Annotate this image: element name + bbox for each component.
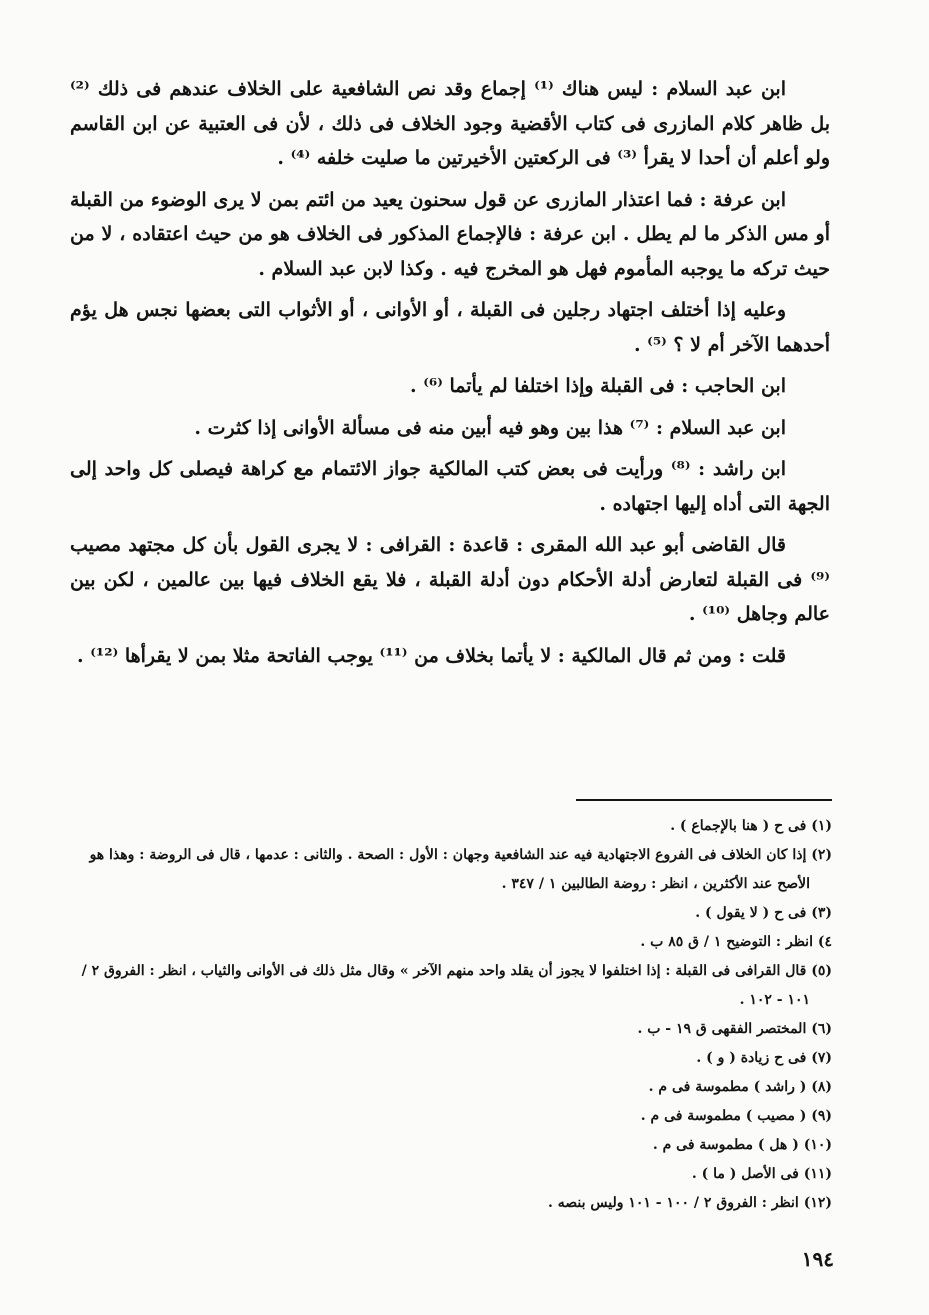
footnote: (٦) المختصر الفقهى ق ١٩ - ب . <box>637 1021 832 1037</box>
paragraph: ابن عبد السلام : ليس هناك ⁽¹⁾ إجماع وقد نص الشافعية على الخلاف عندهم فى ذلك ⁽²⁾ بل ظاهر كلام المازرى فى كتاب الأقضية وجود الخلاف فى ذلك ، لأن فى العتبية عن ابن القاسم ولو أعلم أن أحدا لا يقرأ ⁽³⁾ فى الركعتين الأخيرتين ما صليت خلفه ⁽⁴⁾ . <box>70 78 830 169</box>
paragraph: قال القاضى أبو عبد الله المقرى : قاعدة : القرافى : لا يجرى القول بأن كل مجتهد مصيب ⁽⁹⁾ فى القبلة لتعارض أدلة الأحكام دون أدلة القبلة ، فلا يقع الخلاف فيها بين عالمين ، لكن بين عالم وجاهل ⁽¹⁰⁾ . <box>70 534 830 625</box>
paragraph: ابن الحاجب : فى القبلة وإذا اختلفا لم يأتما ⁽⁶⁾ . <box>409 375 786 397</box>
footnote: (١١) فى الأصل ( ما ) . <box>691 1166 832 1182</box>
footnote: (١٢) انظر : الفروق ٢ / ١٠٠ - ١٠١ وليس بنصه . <box>547 1195 832 1211</box>
footnotes <box>70 812 832 1218</box>
main-text <box>70 72 830 680</box>
footnote: (٣) فى ح ( لا يقول ) . <box>695 905 832 921</box>
footnote: (١) فى ح ( هنا بالإجماع ) . <box>670 818 832 834</box>
paragraph: قلت : ومن ثم قال المالكية : لا يأتما بخلاف من ⁽¹¹⁾ يوجب الفاتحة مثلا بمن لا يقرأها ⁽¹²⁾ . <box>77 644 786 667</box>
footnote: (٩) ( مصيب ) مطموسة فى م . <box>640 1108 832 1124</box>
paragraph: وعليه إذا أختلف اجتهاد رجلين فى القبلة ، أو الأوانى ، أو الأثواب التى بعضها نجس هل يؤم أحدهما الآخر أم لا ؟ ⁽⁵⁾ . <box>70 299 830 356</box>
paragraph: ابن عرفة : فما اعتذار المازرى عن قول سحنون يعيد من ائتم بمن لا يرى الوضوء من القبلة أو مس الذكر ما لم يطل . ابن عرفة : فالإجماع المذكور فى الخلاف هو من حيث اعتقاده ، لا من حيث تركه ما يوجبه المأموم فهل هو المخرج فيه . وكذا لابن عبد السلام . <box>70 188 830 280</box>
footnote: (٥) قال القرافى فى القبلة : إذا اختلفوا لا يجوز أن يقلد واحد منهم الآخر » وقال مثل ذلك فى الأوانى والثياب ، انظر : الفروق ٢ / ١٠١ - ١٠٢ . <box>81 963 832 1008</box>
footnote: (١٠) ( هل ) مطموسة فى م . <box>652 1137 832 1153</box>
footnote: (٨) ( راشد ) مطموسة فى م . <box>648 1079 832 1095</box>
paragraph: ابن راشد : ⁽⁸⁾ ورأيت فى بعض كتب المالكية جواز الائتمام مع كراهة فيصلى كل واحد إلى الجهة التى أداه إليها اجتهاده . <box>70 458 830 515</box>
footnote: (٧) فى ح زيادة ( و ) . <box>696 1050 832 1066</box>
page-number: ١٩٤ <box>801 1247 834 1271</box>
footnote: ٤) انظر : التوضيح ١ / ق ٨٥ ب . <box>640 934 832 950</box>
footnote: (٢) إذا كان الخلاف فى الفروع الاجتهادية فيه عند الشافعية وجهان : الأول : الصحة . والثانى : عدمها ، قال فى الروضة : وهذا هو الأصح عند الأكثرين ، انظر : روضة الطالبين ١ / ٣٤٧ . <box>89 847 832 892</box>
paragraph: ابن عبد السلام : ⁽⁷⁾ هذا بين وهو فيه أبين منه فى مسألة الأوانى إذا كثرت . <box>194 416 786 439</box>
footnote-separator <box>576 799 832 801</box>
